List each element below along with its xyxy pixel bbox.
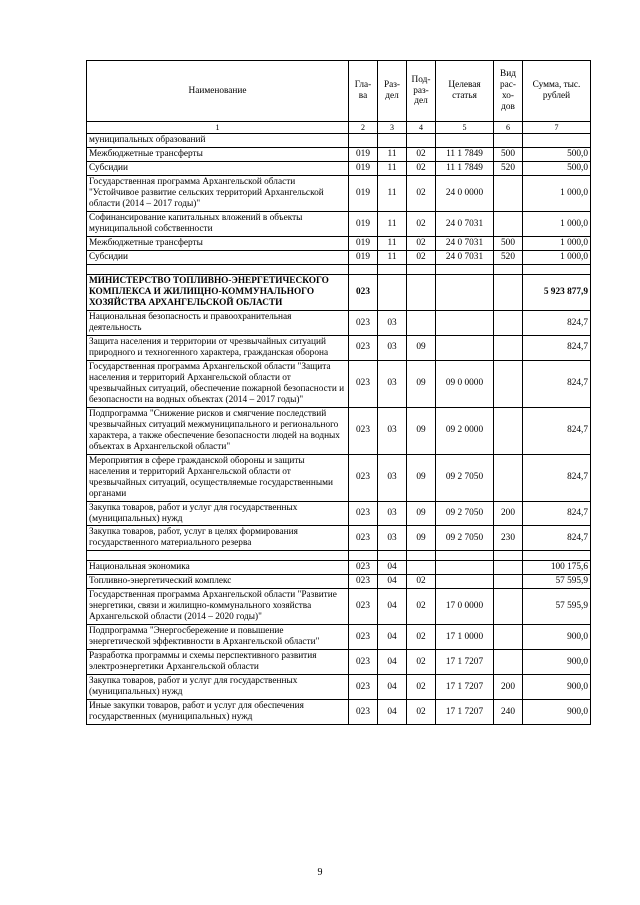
row-razdel-cell: 03 (378, 407, 407, 454)
row-vid-rashodov-cell (494, 212, 523, 237)
table-row (87, 526, 591, 551)
table-header-row (87, 61, 591, 122)
col-number: 5 (436, 122, 494, 134)
row-name-cell: Топливно-энергетический комплекс (87, 575, 349, 589)
spacer-cell (407, 265, 436, 275)
row-summa-cell: 824,7 (523, 454, 591, 501)
row-glava-cell: 019 (349, 212, 378, 237)
row-vid-rashodov-cell (494, 561, 523, 575)
row-summa-cell: 900,0 (523, 700, 591, 725)
row-podrazdel-cell (407, 311, 436, 336)
row-celevaya-statya-cell: 24 0 7031 (436, 251, 494, 265)
spacer-cell (523, 551, 591, 561)
row-razdel-cell: 04 (378, 675, 407, 700)
spacer-cell (378, 551, 407, 561)
row-glava-cell: 019 (349, 148, 378, 162)
header-podrazdel: Под-раз-дел (407, 61, 436, 122)
row-vid-rashodov-cell (494, 311, 523, 336)
col-number: 3 (378, 122, 407, 134)
row-podrazdel-cell: 02 (407, 237, 436, 251)
row-summa-cell: 1 000,0 (523, 176, 591, 212)
row-vid-rashodov-cell: 240 (494, 700, 523, 725)
row-summa-cell: 5 923 877,9 (523, 275, 591, 311)
row-celevaya-statya-cell: 17 1 0000 (436, 625, 494, 650)
row-glava-cell (349, 134, 378, 148)
row-celevaya-statya-cell (436, 134, 494, 148)
row-vid-rashodov-cell: 520 (494, 162, 523, 176)
row-summa-cell: 824,7 (523, 311, 591, 336)
table-body (87, 134, 591, 725)
table-row (87, 407, 591, 454)
row-razdel-cell: 03 (378, 526, 407, 551)
spacer-cell (436, 551, 494, 561)
row-name-cell: Субсидии (87, 251, 349, 265)
row-vid-rashodov-cell (494, 454, 523, 501)
spacer-cell (349, 265, 378, 275)
row-podrazdel-cell: 02 (407, 212, 436, 237)
table-row (87, 675, 591, 700)
row-vid-rashodov-cell (494, 275, 523, 311)
row-razdel-cell (378, 275, 407, 311)
row-celevaya-statya-cell: 11 1 7849 (436, 162, 494, 176)
spacer-cell (523, 265, 591, 275)
row-vid-rashodov-cell: 500 (494, 237, 523, 251)
row-celevaya-statya-cell (436, 561, 494, 575)
header-vid-rashodov: Вид рас-хо-дов (494, 61, 523, 122)
row-podrazdel-cell: 02 (407, 162, 436, 176)
row-razdel-cell: 11 (378, 237, 407, 251)
row-celevaya-statya-cell (436, 335, 494, 360)
table-row (87, 650, 591, 675)
row-podrazdel-cell: 09 (407, 454, 436, 501)
row-celevaya-statya-cell: 17 1 7207 (436, 700, 494, 725)
spacer-cell (349, 551, 378, 561)
header-razdel: Раз-дел (378, 61, 407, 122)
row-celevaya-statya-cell (436, 575, 494, 589)
row-glava-cell: 023 (349, 526, 378, 551)
table-row (87, 360, 591, 407)
table-row (87, 311, 591, 336)
row-glava-cell: 023 (349, 360, 378, 407)
table-row (87, 561, 591, 575)
row-summa-cell: 1 000,0 (523, 237, 591, 251)
row-name-cell: Межбюджетные трансферты (87, 237, 349, 251)
row-razdel-cell: 04 (378, 700, 407, 725)
spacer-row (87, 265, 591, 275)
row-razdel-cell (378, 134, 407, 148)
row-celevaya-statya-cell: 09 2 7050 (436, 526, 494, 551)
row-name-cell: Государственная программа Архангельской области "Развитие энергетики, связи и жилищно-коммунального хозяйства Архангельской области (2014 – 2020 годы)" (87, 589, 349, 625)
row-celevaya-statya-cell: 11 1 7849 (436, 148, 494, 162)
row-name-cell: Государственная программа Архангельской области "Устойчивое развитие сельских территорий Архангельской области (2014 – 2017 годы)" (87, 176, 349, 212)
row-name-cell: Подпрограмма "Энергосбережение и повышение энергетической эффективности в Архангельской области" (87, 625, 349, 650)
row-name-cell: МИНИСТЕРСТВО ТОПЛИВНО-ЭНЕРГЕТИЧЕСКОГО КОМПЛЕКСА И ЖИЛИЩНО-КОММУНАЛЬНОГО ХОЗЯЙСТВА АРХАНГЕЛЬСКОЙ ОБЛАСТИ (87, 275, 349, 311)
row-vid-rashodov-cell (494, 650, 523, 675)
row-vid-rashodov-cell (494, 335, 523, 360)
row-summa-cell: 1 000,0 (523, 251, 591, 265)
row-podrazdel-cell: 09 (407, 360, 436, 407)
row-glava-cell: 019 (349, 162, 378, 176)
row-summa-cell (523, 134, 591, 148)
row-celevaya-statya-cell: 24 0 0000 (436, 176, 494, 212)
row-summa-cell: 824,7 (523, 335, 591, 360)
row-podrazdel-cell (407, 561, 436, 575)
table-row (87, 251, 591, 265)
row-razdel-cell: 03 (378, 454, 407, 501)
row-summa-cell: 824,7 (523, 407, 591, 454)
row-podrazdel-cell: 02 (407, 700, 436, 725)
row-vid-rashodov-cell (494, 407, 523, 454)
row-podrazdel-cell: 09 (407, 501, 436, 526)
row-name-cell: Защита населения и территории от чрезвычайных ситуаций природного и техногенного характера, гражданская оборона (87, 335, 349, 360)
row-glava-cell: 023 (349, 589, 378, 625)
row-glava-cell: 019 (349, 237, 378, 251)
spacer-cell (436, 265, 494, 275)
row-glava-cell: 023 (349, 454, 378, 501)
row-razdel-cell: 04 (378, 589, 407, 625)
row-vid-rashodov-cell: 230 (494, 526, 523, 551)
row-celevaya-statya-cell: 24 0 7031 (436, 237, 494, 251)
row-summa-cell: 500,0 (523, 162, 591, 176)
col-number: 2 (349, 122, 378, 134)
row-razdel-cell: 03 (378, 311, 407, 336)
row-razdel-cell: 03 (378, 360, 407, 407)
row-name-cell: Закупка товаров, работ и услуг для государственных (муниципальных) нужд (87, 501, 349, 526)
row-razdel-cell: 04 (378, 625, 407, 650)
budget-table (86, 60, 591, 725)
row-razdel-cell: 04 (378, 561, 407, 575)
row-name-cell: Мероприятия в сфере гражданской обороны и защиты населения и территорий Архангельской области от чрезвычайных ситуаций, осуществляемые государственными органами (87, 454, 349, 501)
row-podrazdel-cell: 09 (407, 335, 436, 360)
row-glava-cell: 023 (349, 407, 378, 454)
row-razdel-cell: 03 (378, 335, 407, 360)
row-glava-cell: 023 (349, 675, 378, 700)
row-podrazdel-cell: 02 (407, 251, 436, 265)
row-podrazdel-cell (407, 134, 436, 148)
row-name-cell: Национальная экономика (87, 561, 349, 575)
row-podrazdel-cell: 02 (407, 176, 436, 212)
row-name-cell: Субсидии (87, 162, 349, 176)
row-podrazdel-cell (407, 275, 436, 311)
row-celevaya-statya-cell: 09 0 0000 (436, 360, 494, 407)
table-row (87, 162, 591, 176)
col-number: 6 (494, 122, 523, 134)
row-celevaya-statya-cell: 17 1 7207 (436, 650, 494, 675)
row-glava-cell: 019 (349, 176, 378, 212)
header-name: Наименование (87, 61, 349, 122)
row-podrazdel-cell: 02 (407, 625, 436, 650)
header-glava: Гла-ва (349, 61, 378, 122)
row-glava-cell: 023 (349, 275, 378, 311)
table-row (87, 212, 591, 237)
row-summa-cell: 900,0 (523, 650, 591, 675)
row-podrazdel-cell: 02 (407, 575, 436, 589)
table-row (87, 237, 591, 251)
header-summa: Сумма, тыс. рублей (523, 61, 591, 122)
row-glava-cell: 023 (349, 501, 378, 526)
row-celevaya-statya-cell: 09 2 7050 (436, 454, 494, 501)
spacer-cell (87, 551, 349, 561)
table-row (87, 275, 591, 311)
row-razdel-cell: 11 (378, 148, 407, 162)
row-celevaya-statya-cell: 09 2 7050 (436, 501, 494, 526)
table-row (87, 700, 591, 725)
row-glava-cell: 023 (349, 650, 378, 675)
spacer-cell (494, 551, 523, 561)
row-name-cell: Закупка товаров, работ, услуг в целях формирования государственного материального резерва (87, 526, 349, 551)
col-number: 7 (523, 122, 591, 134)
row-name-cell: муниципальных образований (87, 134, 349, 148)
spacer-cell (87, 265, 349, 275)
row-celevaya-statya-cell (436, 311, 494, 336)
row-summa-cell: 900,0 (523, 675, 591, 700)
row-summa-cell: 100 175,6 (523, 561, 591, 575)
row-vid-rashodov-cell (494, 625, 523, 650)
row-razdel-cell: 04 (378, 650, 407, 675)
row-glava-cell: 023 (349, 335, 378, 360)
row-celevaya-statya-cell: 17 0 0000 (436, 589, 494, 625)
row-name-cell: Государственная программа Архангельской области "Защита населения и территорий Архангельской области от чрезвычайных ситуаций, обеспечение пожарной безопасности и безопасности на водных объектах (2014 – 2017 годы)" (87, 360, 349, 407)
row-podrazdel-cell: 02 (407, 675, 436, 700)
row-summa-cell: 57 595,9 (523, 589, 591, 625)
row-celevaya-statya-cell (436, 275, 494, 311)
table-row (87, 501, 591, 526)
row-name-cell: Межбюджетные трансферты (87, 148, 349, 162)
row-podrazdel-cell: 02 (407, 148, 436, 162)
row-razdel-cell: 11 (378, 176, 407, 212)
row-summa-cell: 57 595,9 (523, 575, 591, 589)
table-row (87, 625, 591, 650)
row-glava-cell: 023 (349, 625, 378, 650)
row-vid-rashodov-cell (494, 589, 523, 625)
spacer-cell (407, 551, 436, 561)
page-number: 9 (317, 867, 323, 878)
row-podrazdel-cell: 09 (407, 526, 436, 551)
row-name-cell: Софинансирование капитальных вложений в объекты муниципальной собственности (87, 212, 349, 237)
row-vid-rashodov-cell (494, 134, 523, 148)
row-glava-cell: 023 (349, 311, 378, 336)
col-number: 4 (407, 122, 436, 134)
row-podrazdel-cell: 09 (407, 407, 436, 454)
col-number: 1 (87, 122, 349, 134)
header-celevaya-statya: Целевая статья (436, 61, 494, 122)
row-razdel-cell: 11 (378, 212, 407, 237)
spacer-cell (494, 265, 523, 275)
column-number-row (87, 122, 591, 134)
spacer-cell (378, 265, 407, 275)
row-celevaya-statya-cell: 17 1 7207 (436, 675, 494, 700)
spacer-row (87, 551, 591, 561)
row-podrazdel-cell: 02 (407, 589, 436, 625)
row-celevaya-statya-cell: 09 2 0000 (436, 407, 494, 454)
row-podrazdel-cell: 02 (407, 650, 436, 675)
row-summa-cell: 824,7 (523, 526, 591, 551)
row-summa-cell: 500,0 (523, 148, 591, 162)
row-summa-cell: 824,7 (523, 501, 591, 526)
row-glava-cell: 023 (349, 561, 378, 575)
row-glava-cell: 023 (349, 575, 378, 589)
row-razdel-cell: 11 (378, 251, 407, 265)
row-summa-cell: 900,0 (523, 625, 591, 650)
row-vid-rashodov-cell (494, 176, 523, 212)
row-glava-cell: 019 (349, 251, 378, 265)
row-summa-cell: 1 000,0 (523, 212, 591, 237)
row-glava-cell: 023 (349, 700, 378, 725)
table-row (87, 335, 591, 360)
table-row (87, 134, 591, 148)
row-vid-rashodov-cell: 200 (494, 501, 523, 526)
row-vid-rashodov-cell (494, 575, 523, 589)
row-name-cell: Разработка программы и схемы перспективного развития электроэнергетики Архангельской области (87, 650, 349, 675)
row-celevaya-statya-cell: 24 0 7031 (436, 212, 494, 237)
row-razdel-cell: 11 (378, 162, 407, 176)
table-row (87, 176, 591, 212)
row-name-cell: Национальная безопасность и правоохранительная деятельность (87, 311, 349, 336)
table-row (87, 148, 591, 162)
table-row (87, 575, 591, 589)
row-name-cell: Закупка товаров, работ и услуг для государственных (муниципальных) нужд (87, 675, 349, 700)
table-row (87, 589, 591, 625)
row-vid-rashodov-cell (494, 360, 523, 407)
row-name-cell: Иные закупки товаров, работ и услуг для обеспечения государственных (муниципальных) нужд (87, 700, 349, 725)
row-name-cell: Подпрограмма "Снижение рисков и смягчение последствий чрезвычайных ситуаций межмуниципального и регионального характера, а также обеспечение безопасности людей на водных объектах в Архангельской области" (87, 407, 349, 454)
row-vid-rashodov-cell: 520 (494, 251, 523, 265)
row-razdel-cell: 04 (378, 575, 407, 589)
table-row (87, 454, 591, 501)
row-summa-cell: 824,7 (523, 360, 591, 407)
row-razdel-cell: 03 (378, 501, 407, 526)
row-vid-rashodov-cell: 200 (494, 675, 523, 700)
row-vid-rashodov-cell: 500 (494, 148, 523, 162)
